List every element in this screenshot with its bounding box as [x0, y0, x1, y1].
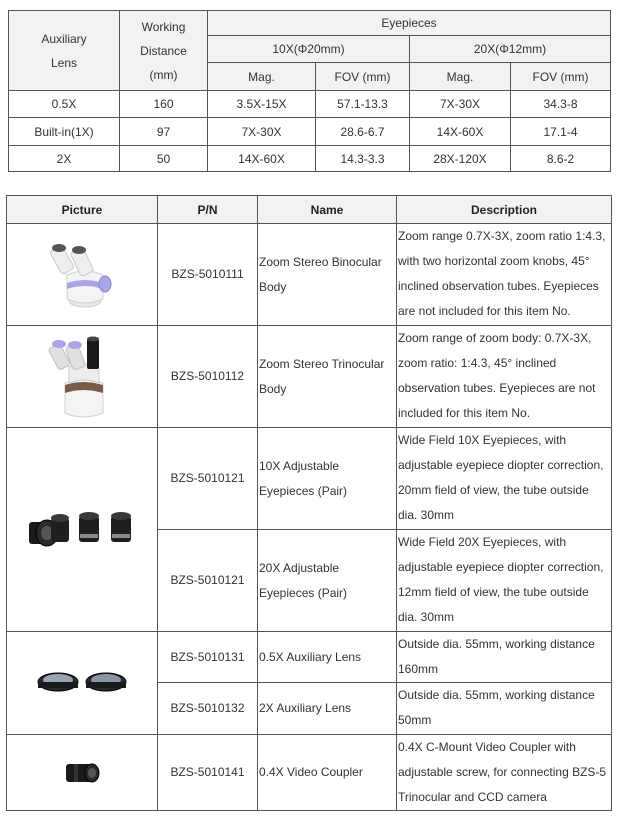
auxiliary-lenses-picture — [7, 632, 158, 735]
mag10-cell: 3.5X-15X — [208, 91, 316, 118]
name-cell: 0.4X Video Coupler — [258, 735, 397, 811]
fov-header: FOV (mm) — [511, 63, 611, 91]
wd-cell: 97 — [120, 118, 208, 146]
table-row — [9, 146, 611, 172]
mag10-cell: 7X-30X — [208, 118, 316, 146]
fov20-cell: 8.6-2 — [511, 146, 611, 172]
eyepieces-picture — [7, 428, 158, 632]
lens-cell: 2X — [9, 146, 120, 172]
eyepiece-10x-header: 10X(Φ20mm) — [208, 36, 410, 63]
table-row — [7, 326, 612, 428]
name-cell: 0.5X Auxiliary Lens — [258, 632, 397, 683]
name-cell: 20X Adjustable Eyepieces (Pair) — [258, 530, 397, 632]
description-cell: Zoom range of zoom body: 0.7X-3X, zoom ratio: 1:4.3, 45° inclined observation tubes. Eyepieces are not included for this item No. — [397, 326, 612, 428]
pn-cell: BZS-5010121 — [158, 428, 258, 530]
mag-header: Mag. — [208, 63, 316, 91]
table-row — [7, 224, 612, 326]
optics-spec-table — [8, 10, 611, 172]
pn-cell: BZS-5010132 — [158, 683, 258, 735]
eyepieces-header: Eyepieces — [208, 11, 611, 36]
pn-cell: BZS-5010111 — [158, 224, 258, 326]
fov10-cell: 28.6-6.7 — [316, 118, 410, 146]
description-cell: Outside dia. 55mm, working distance 160mm — [397, 632, 612, 683]
mag20-cell: 7X-30X — [410, 91, 511, 118]
fov-header: FOV (mm) — [316, 63, 410, 91]
name-cell: Zoom Stereo Trinocular Body — [258, 326, 397, 428]
pn-cell: BZS-5010112 — [158, 326, 258, 428]
video-coupler-picture — [7, 735, 158, 811]
description-header: Description — [397, 196, 612, 224]
wd-cell: 50 — [120, 146, 208, 172]
trinocular-body-image — [47, 331, 117, 423]
video-coupler-image — [62, 758, 102, 788]
aux-lens-header: Auxiliary Lens — [9, 11, 120, 91]
parts-table — [6, 195, 612, 811]
table-row — [9, 91, 611, 118]
lens-cell: Built-in(1X) — [9, 118, 120, 146]
binocular-body-picture — [7, 224, 158, 326]
table-row — [7, 632, 612, 683]
wd-cell: 160 — [120, 91, 208, 118]
fov20-cell: 34.3-8 — [511, 91, 611, 118]
description-cell: 0.4X C-Mount Video Coupler with adjustable screw, for connecting BZS-5 Trinocular and CCD camera — [397, 735, 612, 811]
name-header: Name — [258, 196, 397, 224]
fov10-cell: 14.3-3.3 — [316, 146, 410, 172]
eyepieces-image — [25, 508, 140, 552]
table-row — [7, 428, 612, 530]
lens-cell: 0.5X — [9, 91, 120, 118]
mag-header: Mag. — [410, 63, 511, 91]
description-cell: Outside dia. 55mm, working distance 50mm — [397, 683, 612, 735]
name-cell: 10X Adjustable Eyepieces (Pair) — [258, 428, 397, 530]
auxiliary-lenses-image — [36, 668, 128, 698]
pn-cell: BZS-5010131 — [158, 632, 258, 683]
description-cell: Wide Field 10X Eyepieces, with adjustable eyepiece diopter correction, 20mm field of view, the tube outside dia. 30mm — [397, 428, 612, 530]
description-cell: Wide Field 20X Eyepieces, with adjustable eyepiece diopter correction, 12mm field of view, the tube outside dia. 30mm — [397, 530, 612, 632]
eyepiece-20x-header: 20X(Φ12mm) — [410, 36, 611, 63]
pn-header: P/N — [158, 196, 258, 224]
fov20-cell: 17.1-4 — [511, 118, 611, 146]
table-row — [7, 735, 612, 811]
name-cell: 2X Auxiliary Lens — [258, 683, 397, 735]
mag10-cell: 14X-60X — [208, 146, 316, 172]
trinocular-body-picture — [7, 326, 158, 428]
mag20-cell: 28X-120X — [410, 146, 511, 172]
name-cell: Zoom Stereo Binocular Body — [258, 224, 397, 326]
table-row — [9, 118, 611, 146]
parts-header-row — [7, 196, 612, 224]
working-distance-header: Working Distance (mm) — [120, 11, 208, 91]
fov10-cell: 57.1-13.3 — [316, 91, 410, 118]
pn-cell: BZS-5010121 — [158, 530, 258, 632]
binocular-body-image — [47, 239, 117, 311]
pn-cell: BZS-5010141 — [158, 735, 258, 811]
picture-header: Picture — [7, 196, 158, 224]
mag20-cell: 14X-60X — [410, 118, 511, 146]
description-cell: Zoom range 0.7X-3X, zoom ratio 1:4.3, with two horizontal zoom knobs, 45° inclined observation tubes. Eyepieces are not included for this item No. — [397, 224, 612, 326]
